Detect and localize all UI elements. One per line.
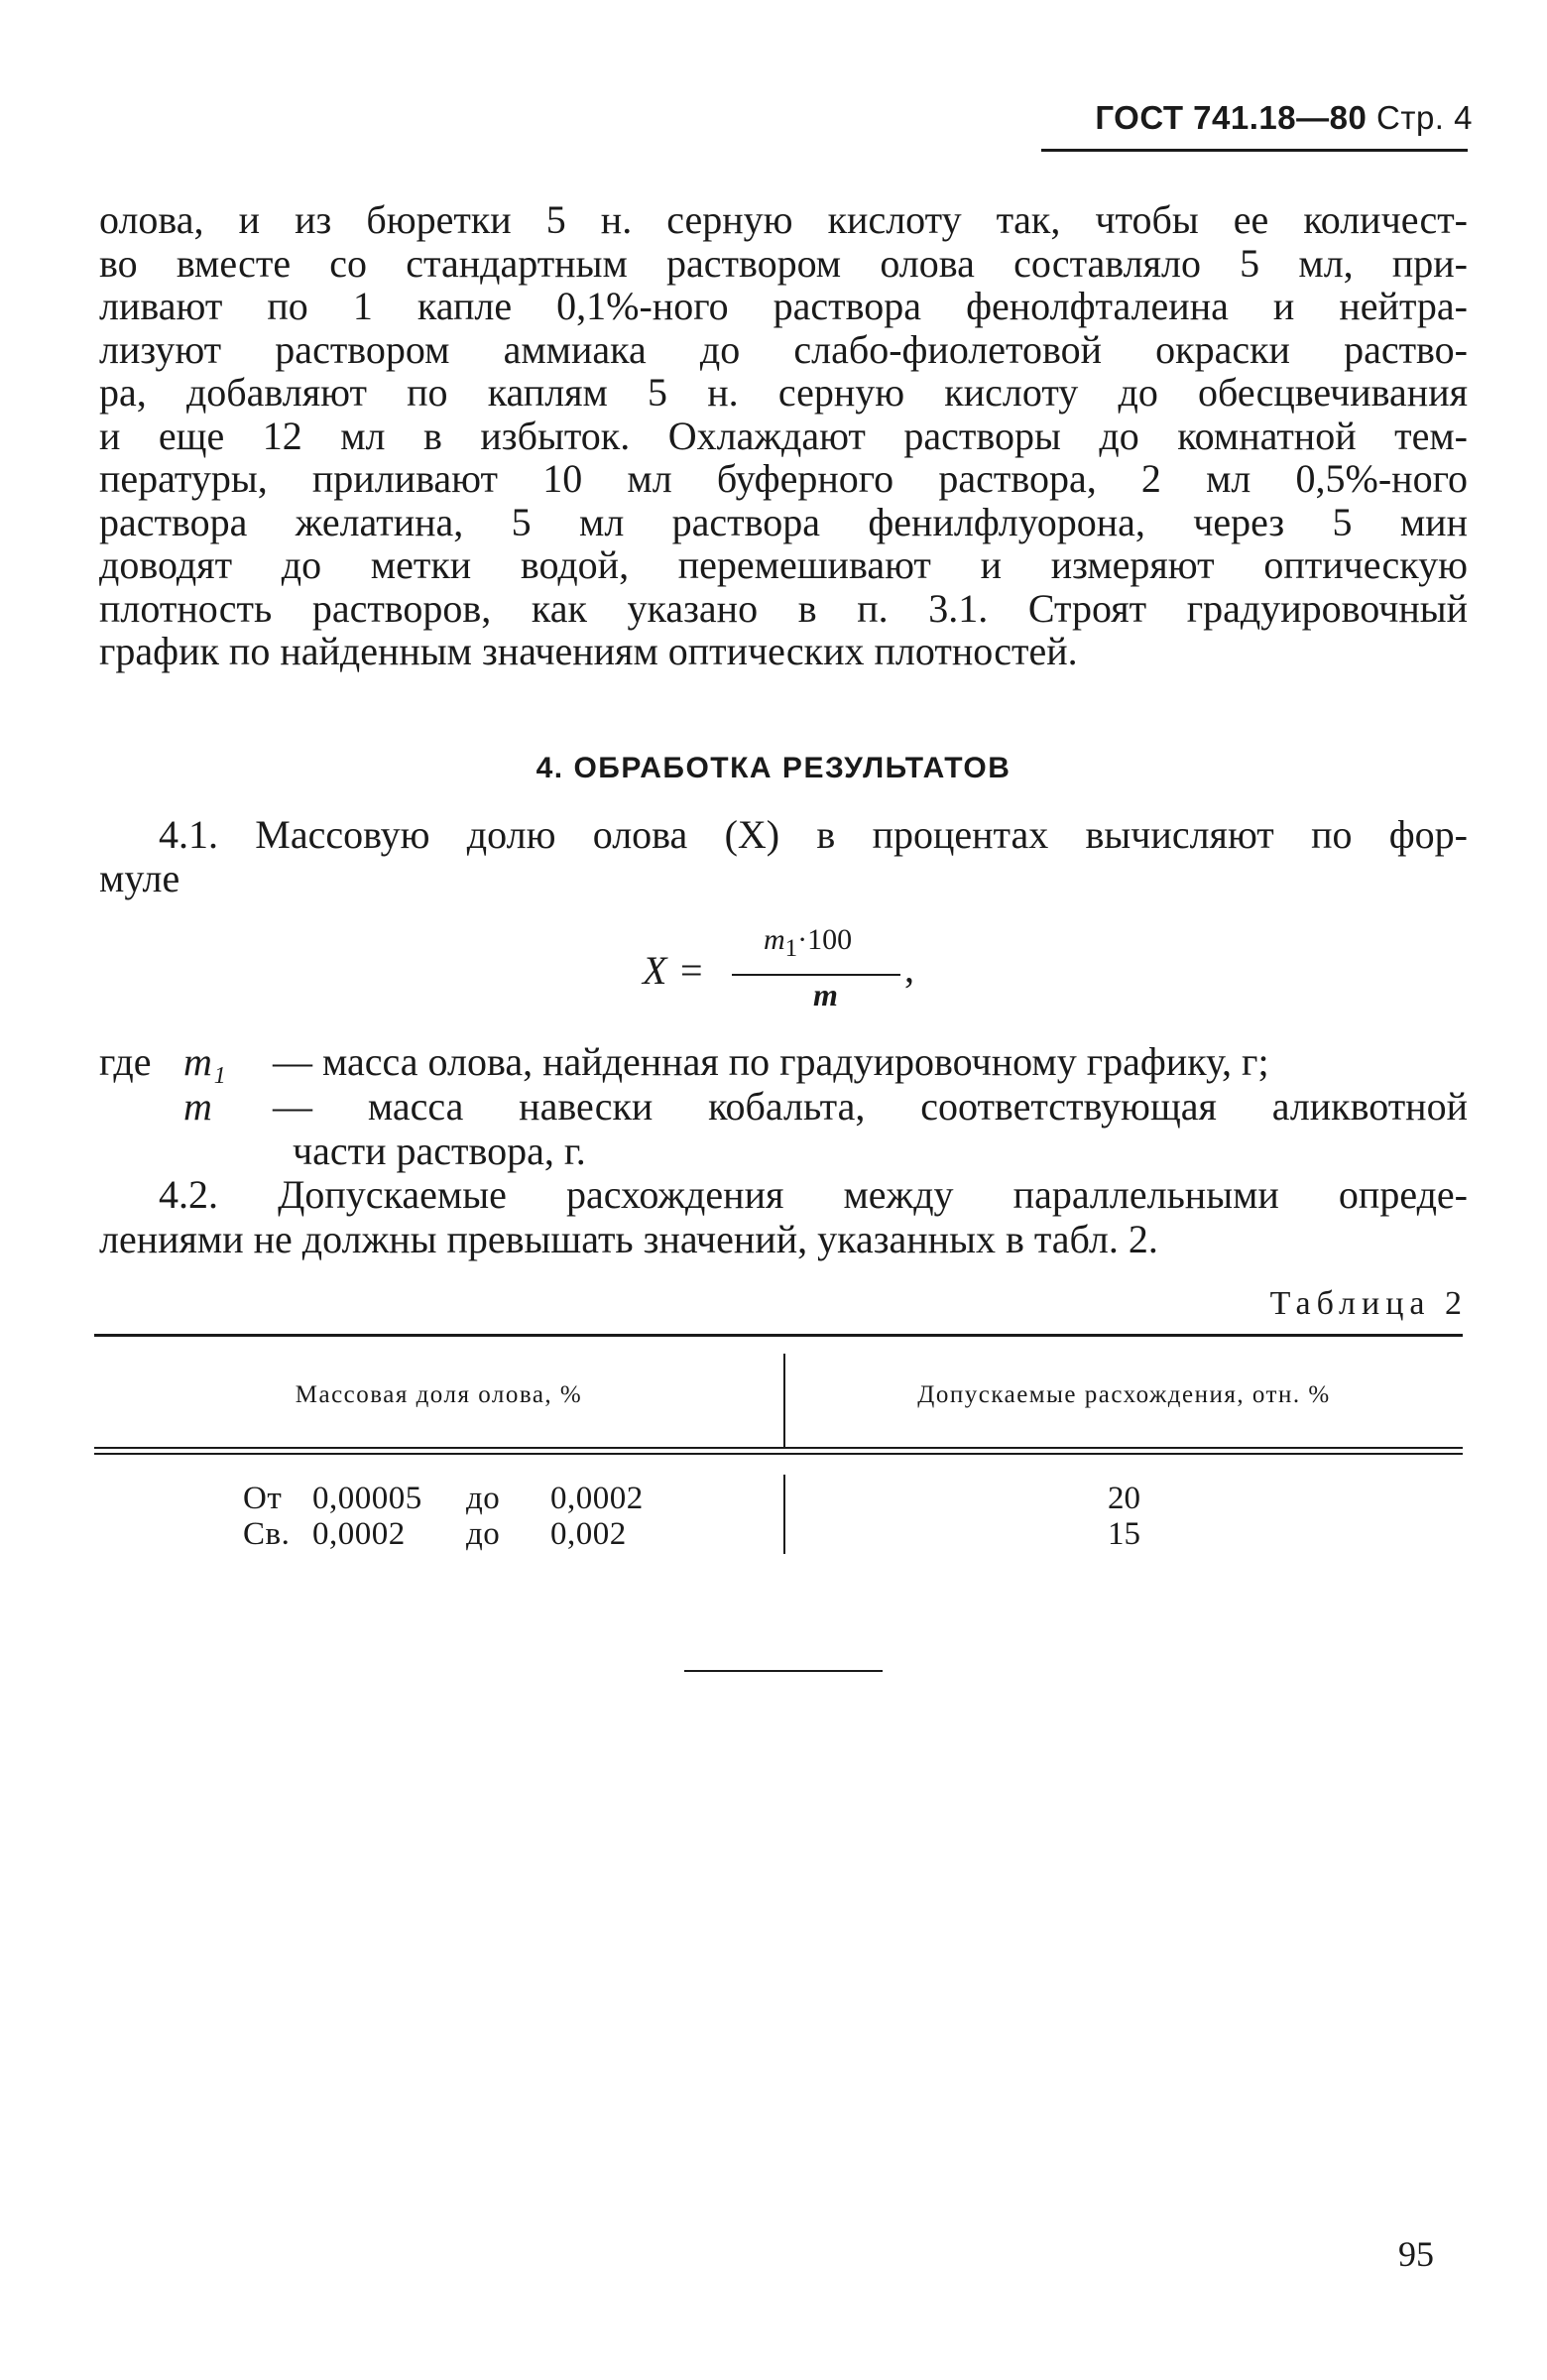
numerator-subscript: 1 (784, 935, 798, 962)
table-header-rule (94, 1447, 1463, 1449)
range-from: 0,0002 (312, 1516, 406, 1552)
page-number: 95 (1398, 2234, 1434, 2274)
tolerance-table (94, 1334, 1463, 1567)
table-row (243, 1481, 644, 1516)
text-line: ра, добавляют по каплям 5 н. серную кислоту до обесцвечивания (99, 370, 1468, 415)
range-word: до (466, 1516, 501, 1552)
text-line: муле (99, 856, 180, 900)
range-word: до (466, 1481, 501, 1516)
numerator-rest: ·100 (797, 923, 853, 956)
formula-denominator: m (813, 977, 838, 1012)
text-line: 4.1. Массовую долю олова (X) в процентах вычисляют по фор- (159, 812, 1468, 857)
text-line: плотность растворов, как указано в п. 3.1. Строят градуировочный (99, 585, 1468, 631)
formula-definitions (99, 1039, 1468, 1173)
text-line: олова, и из бюретки 5 н. серную кислоту тaк, чтобы ее количест- (99, 197, 1468, 242)
mass-fraction-formula (643, 923, 940, 1026)
page-header (1095, 99, 1473, 137)
text-line: ливают по 1 капле 0,1%-ного раствора фенолфталеина и нейтра- (99, 284, 1468, 328)
range-prefix: Св. (243, 1516, 291, 1552)
standard-number: ГОСТ 741.18—80 (1095, 99, 1368, 136)
table-header-rule (94, 1453, 1463, 1455)
numerator-variable: m (764, 923, 785, 956)
header-rule (1041, 149, 1468, 152)
range-to: 0,002 (550, 1516, 627, 1552)
text-line: пературы, приливают 10 мл буферного раствора, 2 мл 0,5%-ного (99, 456, 1468, 501)
definition-text: — масса навески кобальта, соответствующая аликвотной (273, 1084, 1468, 1129)
paragraph-4-1 (99, 813, 1468, 900)
text-line: лениями не должны превышать значений, указанных в табл. 2. (99, 1217, 1158, 1261)
tolerance-value: 15 (1108, 1516, 1140, 1552)
text-line: и еще 12 мл в избыток. Охлаждают растворы до комнатной тем- (99, 413, 1468, 458)
paragraph-4-2 (99, 1172, 1468, 1261)
definition-continuation: части раствора, г. (293, 1129, 586, 1173)
intro-paragraph (99, 198, 1468, 673)
table-top-rule (94, 1334, 1463, 1337)
text-line: 4.2. Допускаемые расхождения между параллельными опреде- (159, 1172, 1468, 1217)
formula-equals: = (680, 948, 703, 993)
table-caption: Таблица 2 (1269, 1285, 1468, 1322)
definition-row (99, 1084, 1468, 1129)
range-prefix: От (243, 1481, 283, 1516)
tolerance-column (785, 1481, 1463, 1552)
text-line: во вместе со стандартным раствором олова составляло 5 мл, при- (99, 240, 1468, 286)
text-line: доводят до метки водой, перемешивают и измеряют оптическую (99, 542, 1468, 587)
range-to: 0,0002 (550, 1481, 644, 1516)
formula-lhs: X (643, 948, 667, 993)
definition-text: — масса олова, найденная по градуировочному графику, г; (273, 1039, 1269, 1084)
text-line: график по найденным значениям оптических плотностей. (99, 629, 1078, 673)
mass-fraction-column (243, 1481, 644, 1552)
text-line: лизуют раствором аммиака до слабо-фиолетовой окраски раство- (99, 326, 1468, 372)
formula-comma: , (904, 946, 914, 991)
where-label: где (99, 1039, 152, 1084)
range-from: 0,00005 (312, 1481, 422, 1516)
table-row (243, 1516, 644, 1552)
table-header-mass-fraction: Массовая доля олова, % (295, 1381, 583, 1408)
text-line: раствора желатина, 5 мл раствора фенилфлуорона, через 5 мин (99, 499, 1468, 544)
definition-symbol: m₁ (183, 1039, 226, 1084)
page-label: Стр. 4 (1376, 99, 1473, 136)
definition-symbol: m (183, 1084, 212, 1129)
definition-row (99, 1039, 1468, 1084)
formula-numerator (764, 923, 852, 963)
section-title: 4. ОБРАБОТКА РЕЗУЛЬТАТОВ (536, 752, 1012, 784)
end-rule (684, 1670, 883, 1672)
table-header-tolerance: Допускаемые расхождения, отн. % (917, 1381, 1331, 1408)
tolerance-value: 20 (1108, 1481, 1140, 1516)
fraction-bar (732, 974, 900, 976)
